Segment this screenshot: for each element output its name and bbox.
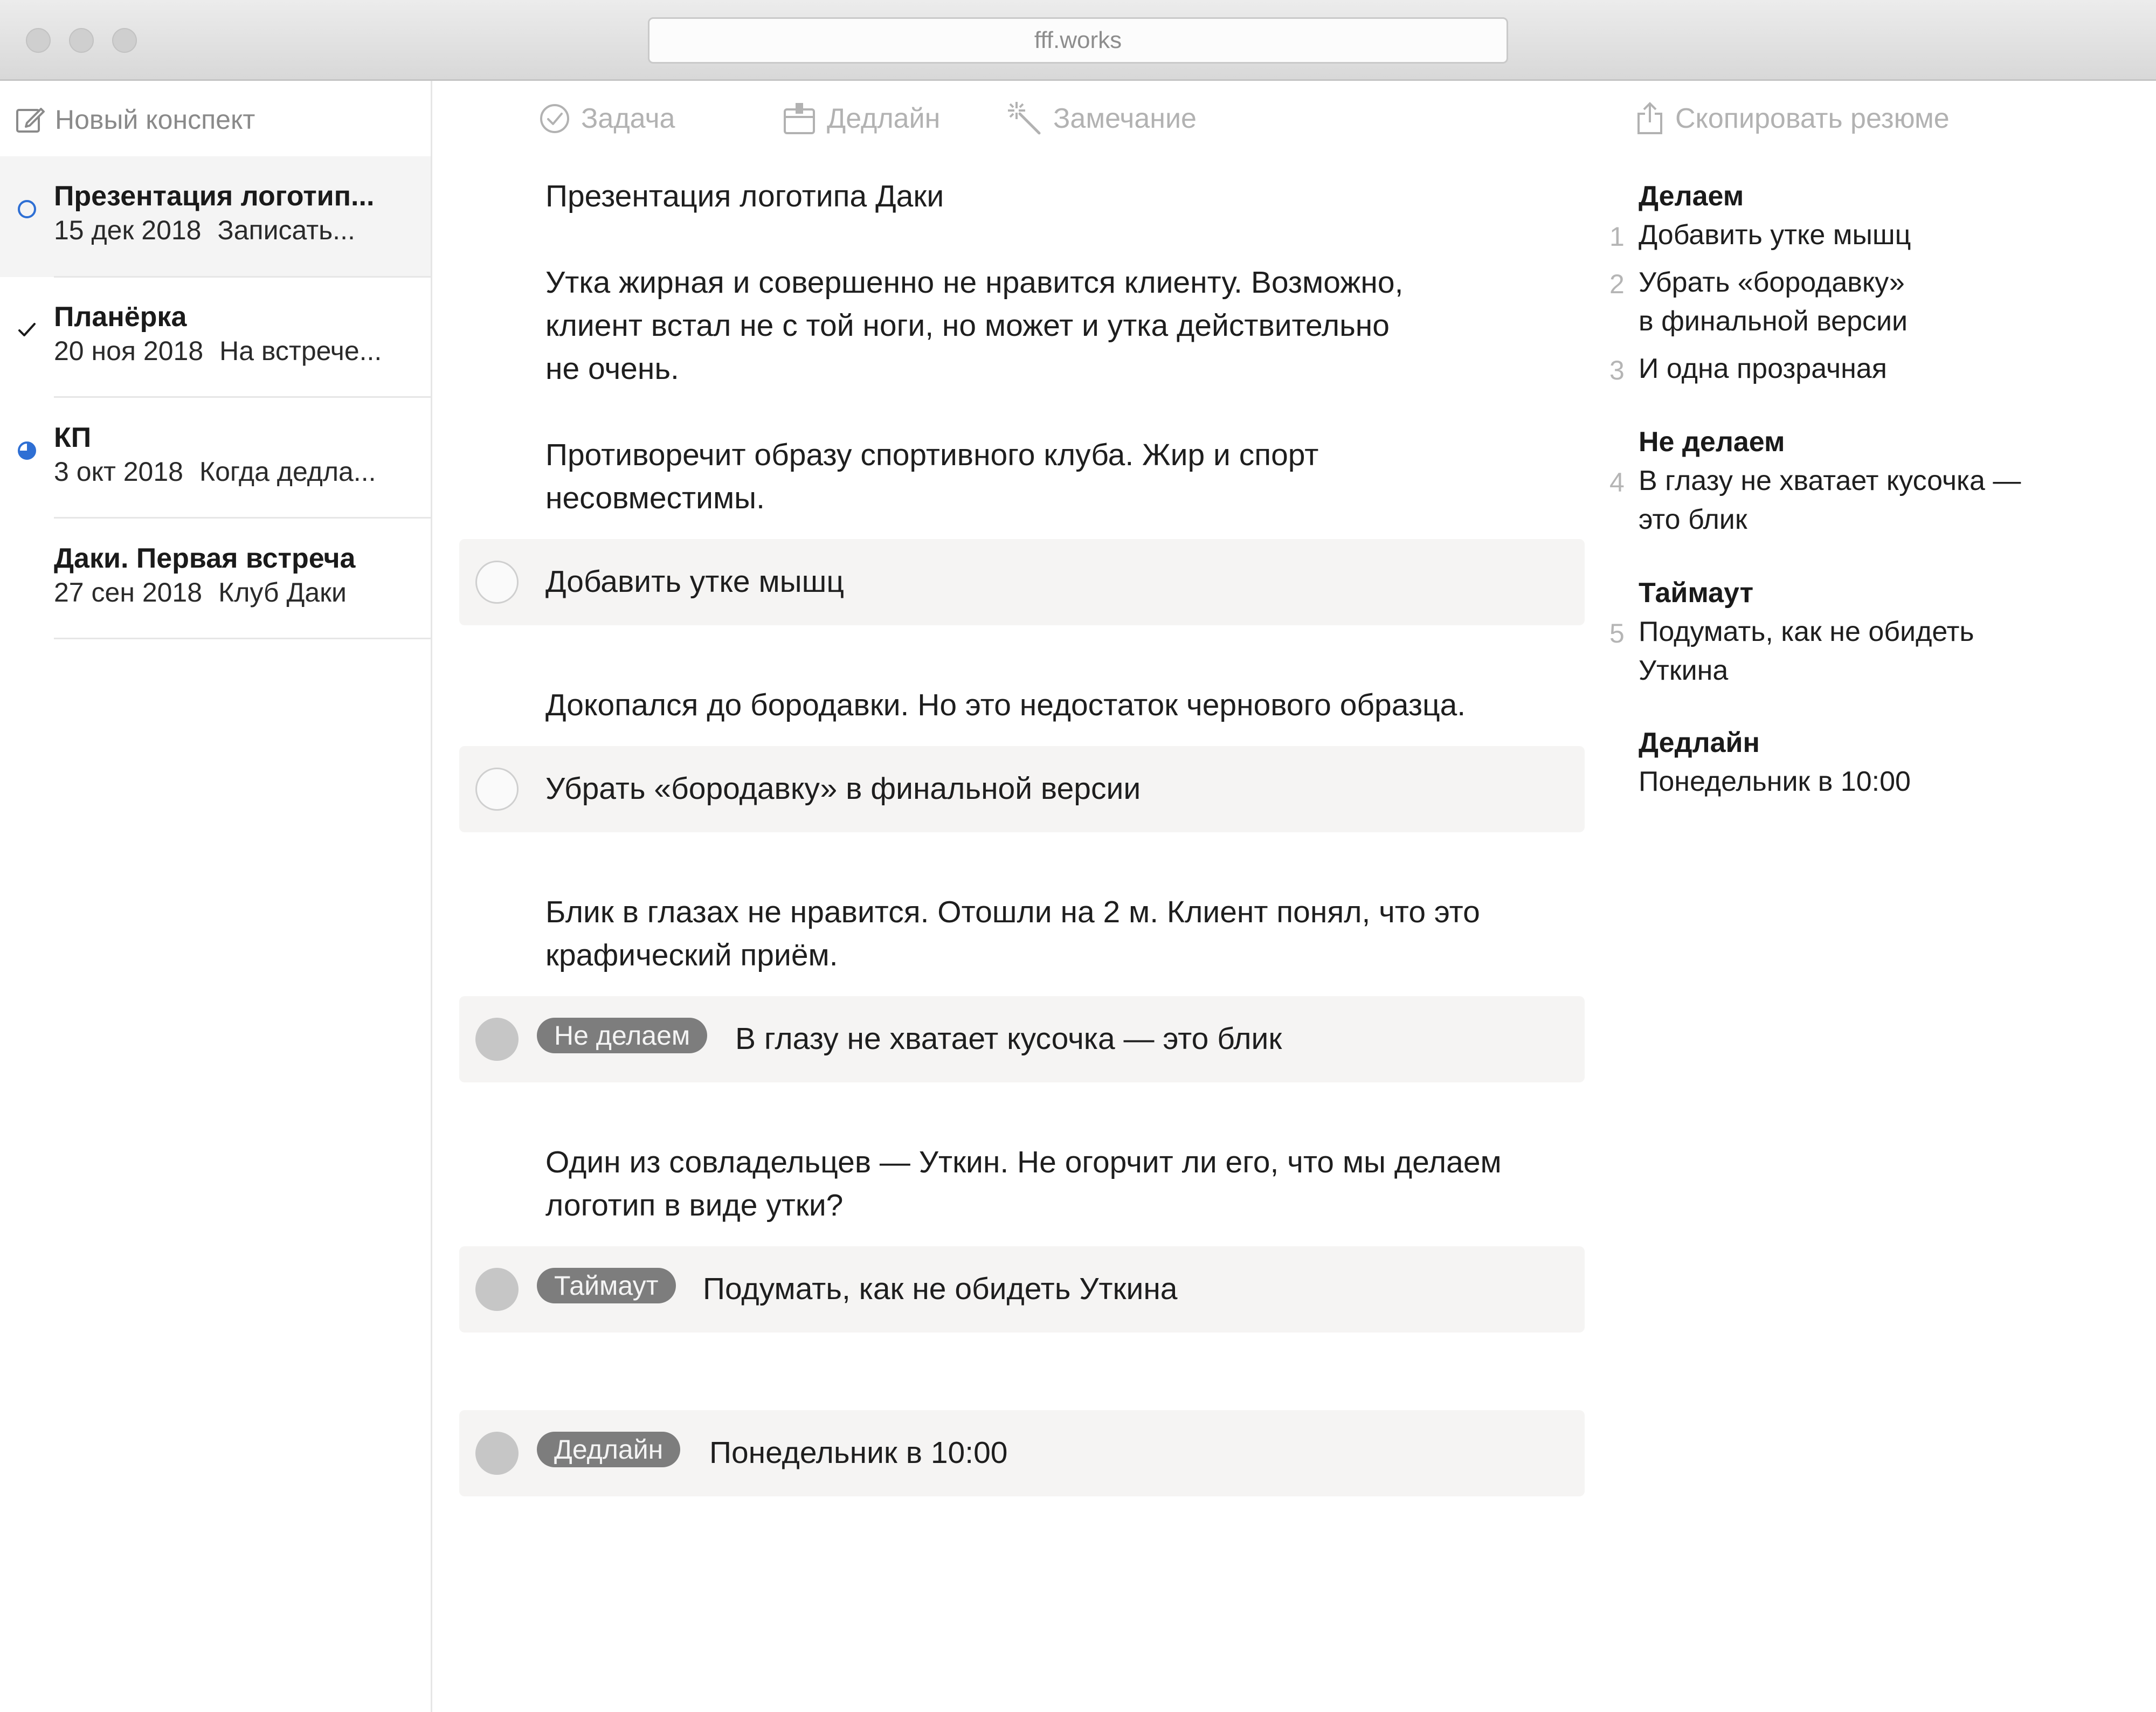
summary-line: Подумать, как не обидеть [1639, 616, 1974, 647]
note-meta [54, 577, 347, 608]
task-card[interactable] [459, 746, 1585, 832]
task-checkbox[interactable] [475, 1018, 519, 1061]
summary-line: Убрать «бородавку» [1639, 267, 1905, 298]
summary-line: в финальной версии [1639, 306, 1908, 337]
summary-heading: Дедлайн [1639, 727, 1760, 758]
paragraph-line: Блик в глазах не нравится. Отошли на 2 м. Клиент понял, что это [545, 895, 1480, 929]
share-icon [1635, 102, 1664, 135]
remark-card[interactable] [459, 996, 1585, 1082]
note-meta [54, 456, 376, 487]
task-checkbox[interactable] [475, 1268, 519, 1311]
paragraph-line: несовместимы. [545, 481, 765, 515]
summary-number: 3 [1609, 355, 1625, 385]
task-text[interactable]: В глазу не хватает кусочка — это блик [735, 1021, 1282, 1056]
address-bar[interactable] [648, 17, 1508, 64]
window-close-button[interactable] [26, 28, 51, 53]
progress-pie-icon [16, 440, 38, 461]
note-title: Планёрка [54, 301, 187, 333]
task-checkbox[interactable] [475, 1432, 519, 1475]
paragraph[interactable] [545, 433, 1318, 520]
note-date: 20 ноя 2018 [54, 336, 204, 366]
window-zoom-button[interactable] [112, 28, 137, 53]
note-preview: На встрече... [219, 336, 382, 366]
note-title: Презентация логотип... [54, 181, 375, 212]
task-text[interactable]: Подумать, как не обидеть Уткина [703, 1272, 1178, 1306]
paragraph-line: крафический приём. [545, 938, 838, 972]
timeout-card[interactable] [459, 1246, 1585, 1333]
add-deadline-label: Дедлайн [827, 103, 941, 134]
summary-entry [1639, 263, 1908, 341]
task-text[interactable]: Убрать «бородавку» в финальной версии [545, 771, 1141, 806]
copy-summary-button[interactable] [1635, 97, 1950, 140]
address-bar-url: fff.works [1034, 27, 1122, 53]
magic-wand-icon [1007, 101, 1042, 136]
note-preview: Записать... [217, 215, 355, 245]
add-remark-button[interactable] [1007, 97, 1197, 140]
summary-line: В глазу не хватает кусочка — [1639, 465, 2021, 496]
summary-line: Добавить утке мышц [1639, 219, 1911, 251]
add-task-label: Задача [581, 103, 675, 134]
paragraph-line: клиент встал не с той ноги, но может и утка действительно [545, 308, 1390, 343]
checkmark-icon [16, 319, 38, 341]
status-badge: Таймаут [537, 1268, 676, 1303]
paragraph-line: Противоречит образу спортивного клуба. Жир и спорт [545, 438, 1319, 472]
paragraph[interactable] [545, 684, 1466, 727]
summary-entry [1639, 762, 1911, 801]
calendar-icon [783, 102, 816, 135]
note-preview: Клуб Даки [218, 577, 347, 608]
paragraph-line: не очень. [545, 351, 679, 386]
summary-heading: Не делаем [1639, 426, 1785, 458]
task-checkbox[interactable] [475, 561, 519, 604]
sidebar [0, 81, 432, 1712]
summary-heading: Делаем [1639, 181, 1744, 212]
summary-entry [1639, 612, 1974, 690]
note-meta [54, 335, 382, 367]
summary-entry [1639, 461, 2021, 539]
summary-number: 4 [1609, 467, 1625, 498]
task-text[interactable]: Понедельник в 10:00 [709, 1435, 1008, 1470]
summary-line: это блик [1639, 504, 1747, 535]
task-checkbox[interactable] [475, 768, 519, 811]
paragraph[interactable] [545, 261, 1403, 390]
task-card[interactable] [459, 539, 1585, 625]
paragraph-line: Утка жирная и совершенно не нравится клиенту. Возможно, [545, 265, 1404, 300]
new-note-label: Новый конспект [55, 105, 255, 135]
status-badge: Дедлайн [537, 1432, 680, 1467]
add-task-button[interactable] [539, 97, 675, 140]
note-item[interactable] [0, 277, 431, 398]
paragraph-line: логотип в виде утки? [545, 1188, 844, 1223]
paragraph[interactable] [545, 1141, 1502, 1227]
window-titlebar [0, 0, 2156, 81]
summary-number: 1 [1609, 222, 1625, 252]
deadline-card[interactable] [459, 1410, 1585, 1496]
summary-entry [1639, 216, 1911, 254]
check-circle-icon [539, 103, 570, 134]
summary-number: 5 [1609, 618, 1625, 648]
paragraph[interactable] [545, 890, 1480, 977]
compose-icon [15, 105, 45, 135]
divider [54, 638, 431, 639]
note-meta [54, 215, 355, 246]
summary-entry [1639, 349, 1887, 388]
note-date: 3 окт 2018 [54, 457, 183, 487]
paragraph-line: Один из совладельцев — Уткин. Не огорчит ли его, что мы делаем [545, 1145, 1502, 1179]
document-title[interactable]: Презентация логотипа Даки [545, 179, 944, 213]
add-deadline-button[interactable] [783, 97, 940, 140]
summary-line: И одна прозрачная [1639, 353, 1887, 384]
note-title: Даки. Первая встреча [54, 543, 356, 574]
paragraph-line: Докопался до бородавки. Но это недостаток чернового образца. [545, 688, 1466, 722]
task-text[interactable]: Добавить утке мышц [545, 564, 844, 599]
note-date: 27 сен 2018 [54, 577, 203, 608]
note-preview: Когда дедла... [199, 457, 376, 487]
note-item[interactable] [0, 156, 431, 277]
note-item[interactable] [0, 519, 431, 639]
divider [54, 276, 431, 278]
add-remark-label: Замечание [1053, 103, 1197, 134]
window-minimize-button[interactable] [69, 28, 94, 53]
note-item[interactable] [0, 398, 431, 519]
summary-line: Понедельник в 10:00 [1639, 766, 1911, 797]
summary-line: Уткина [1639, 655, 1729, 686]
open-circle-icon [16, 198, 38, 220]
new-note-button[interactable] [15, 102, 255, 137]
summary-heading: Таймаут [1639, 577, 1754, 609]
copy-summary-label: Скопировать резюме [1675, 103, 1950, 134]
summary-number: 2 [1609, 269, 1625, 299]
note-date: 15 дек 2018 [54, 215, 202, 245]
status-badge: Не делаем [537, 1018, 707, 1053]
note-title: КП [54, 422, 92, 453]
